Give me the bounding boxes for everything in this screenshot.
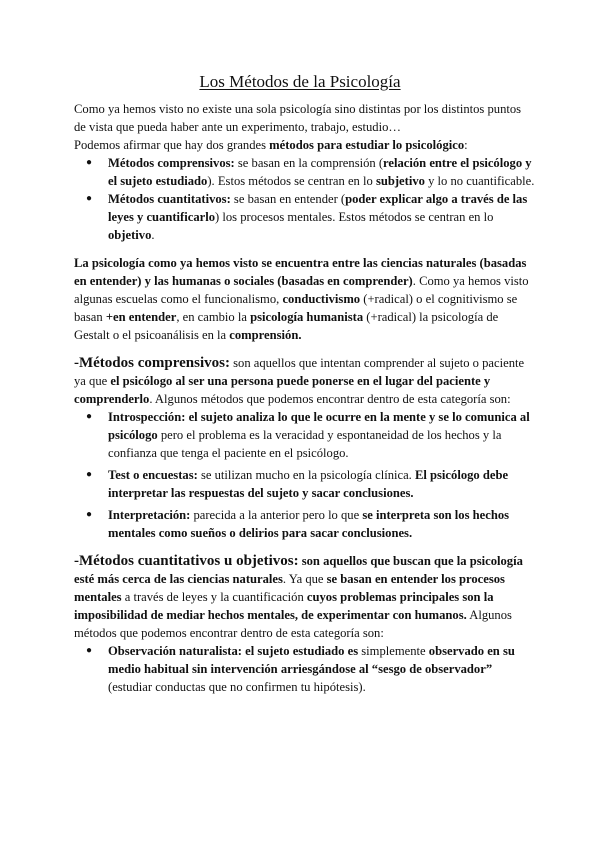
intro-paragraph: Como ya hemos visto no existe una sola psicología sino distintas por los distintos puntos de vista que pueda haber ante un experimento, trabajo, estudio… Podemos afirmar que hay dos grandes métodos para estudiar lo psicológico: — [74, 102, 522, 152]
page-title: Los Métodos de la Psicología — [199, 72, 401, 91]
sciences-paragraph: La psicología como ya hemos visto se encuentra entre las ciencias naturales (basadas en entender) y las humanas o sociales (basadas en comprender). Como ya hemos visto algunas escuelas como el funcionalismo, conductivismo (+radical) o el cognitivismo se basan +en entender, en cambio la psicología humanista (+radical) la psicología de Gestalt o el psicoanálisis en la comprensión. — [74, 256, 529, 342]
list-item: ● Métodos cuantitativos: se basan en entender (poder explicar algo a través de las leyes y cuantificarlo) los procesos mentales. Estos métodos se centran en lo objetivo. — [74, 190, 536, 244]
cuantitativos-paragraph: -Métodos cuantitativos u objetivos: son aquellos que buscan que la psicología esté más cerca de las ciencias naturales. Ya que se basan en entender los procesos mentales a través de leyes y la cuantificación cuyos problemas principales son la imposibilidad de mediar hechos mentales, de experimentar con humanos. Algunos métodos que podemos encontrar dentro de esta categoría son: — [74, 553, 523, 640]
list-item: ● Introspección: el sujeto analiza lo que le ocurre en la mente y se lo comunica al psicólogo pero el problema es la veracidad y espontaneidad de los hechos y la confianza que tenga el paciente en el psicólogo. — [74, 408, 536, 462]
list-item: ● Métodos comprensivos: se basan en la comprensión (relación entre el psicólogo y el sujeto estudiado). Estos métodos se centran en lo subjetivo y lo no cuantificable. — [74, 154, 536, 190]
intro-bold: métodos para estudiar lo psicológico — [269, 138, 465, 152]
document-body — [74, 100, 536, 696]
cuantitativos-list — [74, 642, 536, 696]
list-item: ● Observación naturalista: el sujeto estudiado es simplemente observado en su medio habitual sin intervención arriesgándose al “sesgo de observador” (estudiar conductas que no confirmen tu hipótesis). — [74, 642, 536, 696]
list-item: ● Interpretación: parecida a la anterior pero lo que se interpreta son los hechos mentales como sueños o delirios para sacar conclusiones. — [74, 506, 536, 542]
cuantitativos-heading: -Métodos cuantitativos u objetivos: — [74, 553, 299, 569]
intro-text: Como ya hemos visto no existe una sola psicología sino distintas por los distintos puntos de vista que pueda haber ante un experimento, trabajo, estudio… — [74, 102, 522, 134]
comprensivos-heading: -Métodos comprensivos: — [74, 355, 230, 371]
list-item: ● Test o encuestas: se utilizan mucho en la psicología clínica. El psicólogo debe interpretar las respuestas del sujeto y sacar conclusiones. — [74, 466, 536, 502]
comprensivos-list — [74, 408, 536, 542]
methods-list — [74, 154, 536, 244]
comprensivos-paragraph: -Métodos comprensivos: son aquellos que intentan comprender al sujeto o paciente ya que el psicólogo al ser una persona puede ponerse en el lugar del paciente y comprenderlo. Algunos métodos que podemos encontrar dentro de esta categoría son: — [74, 355, 525, 406]
